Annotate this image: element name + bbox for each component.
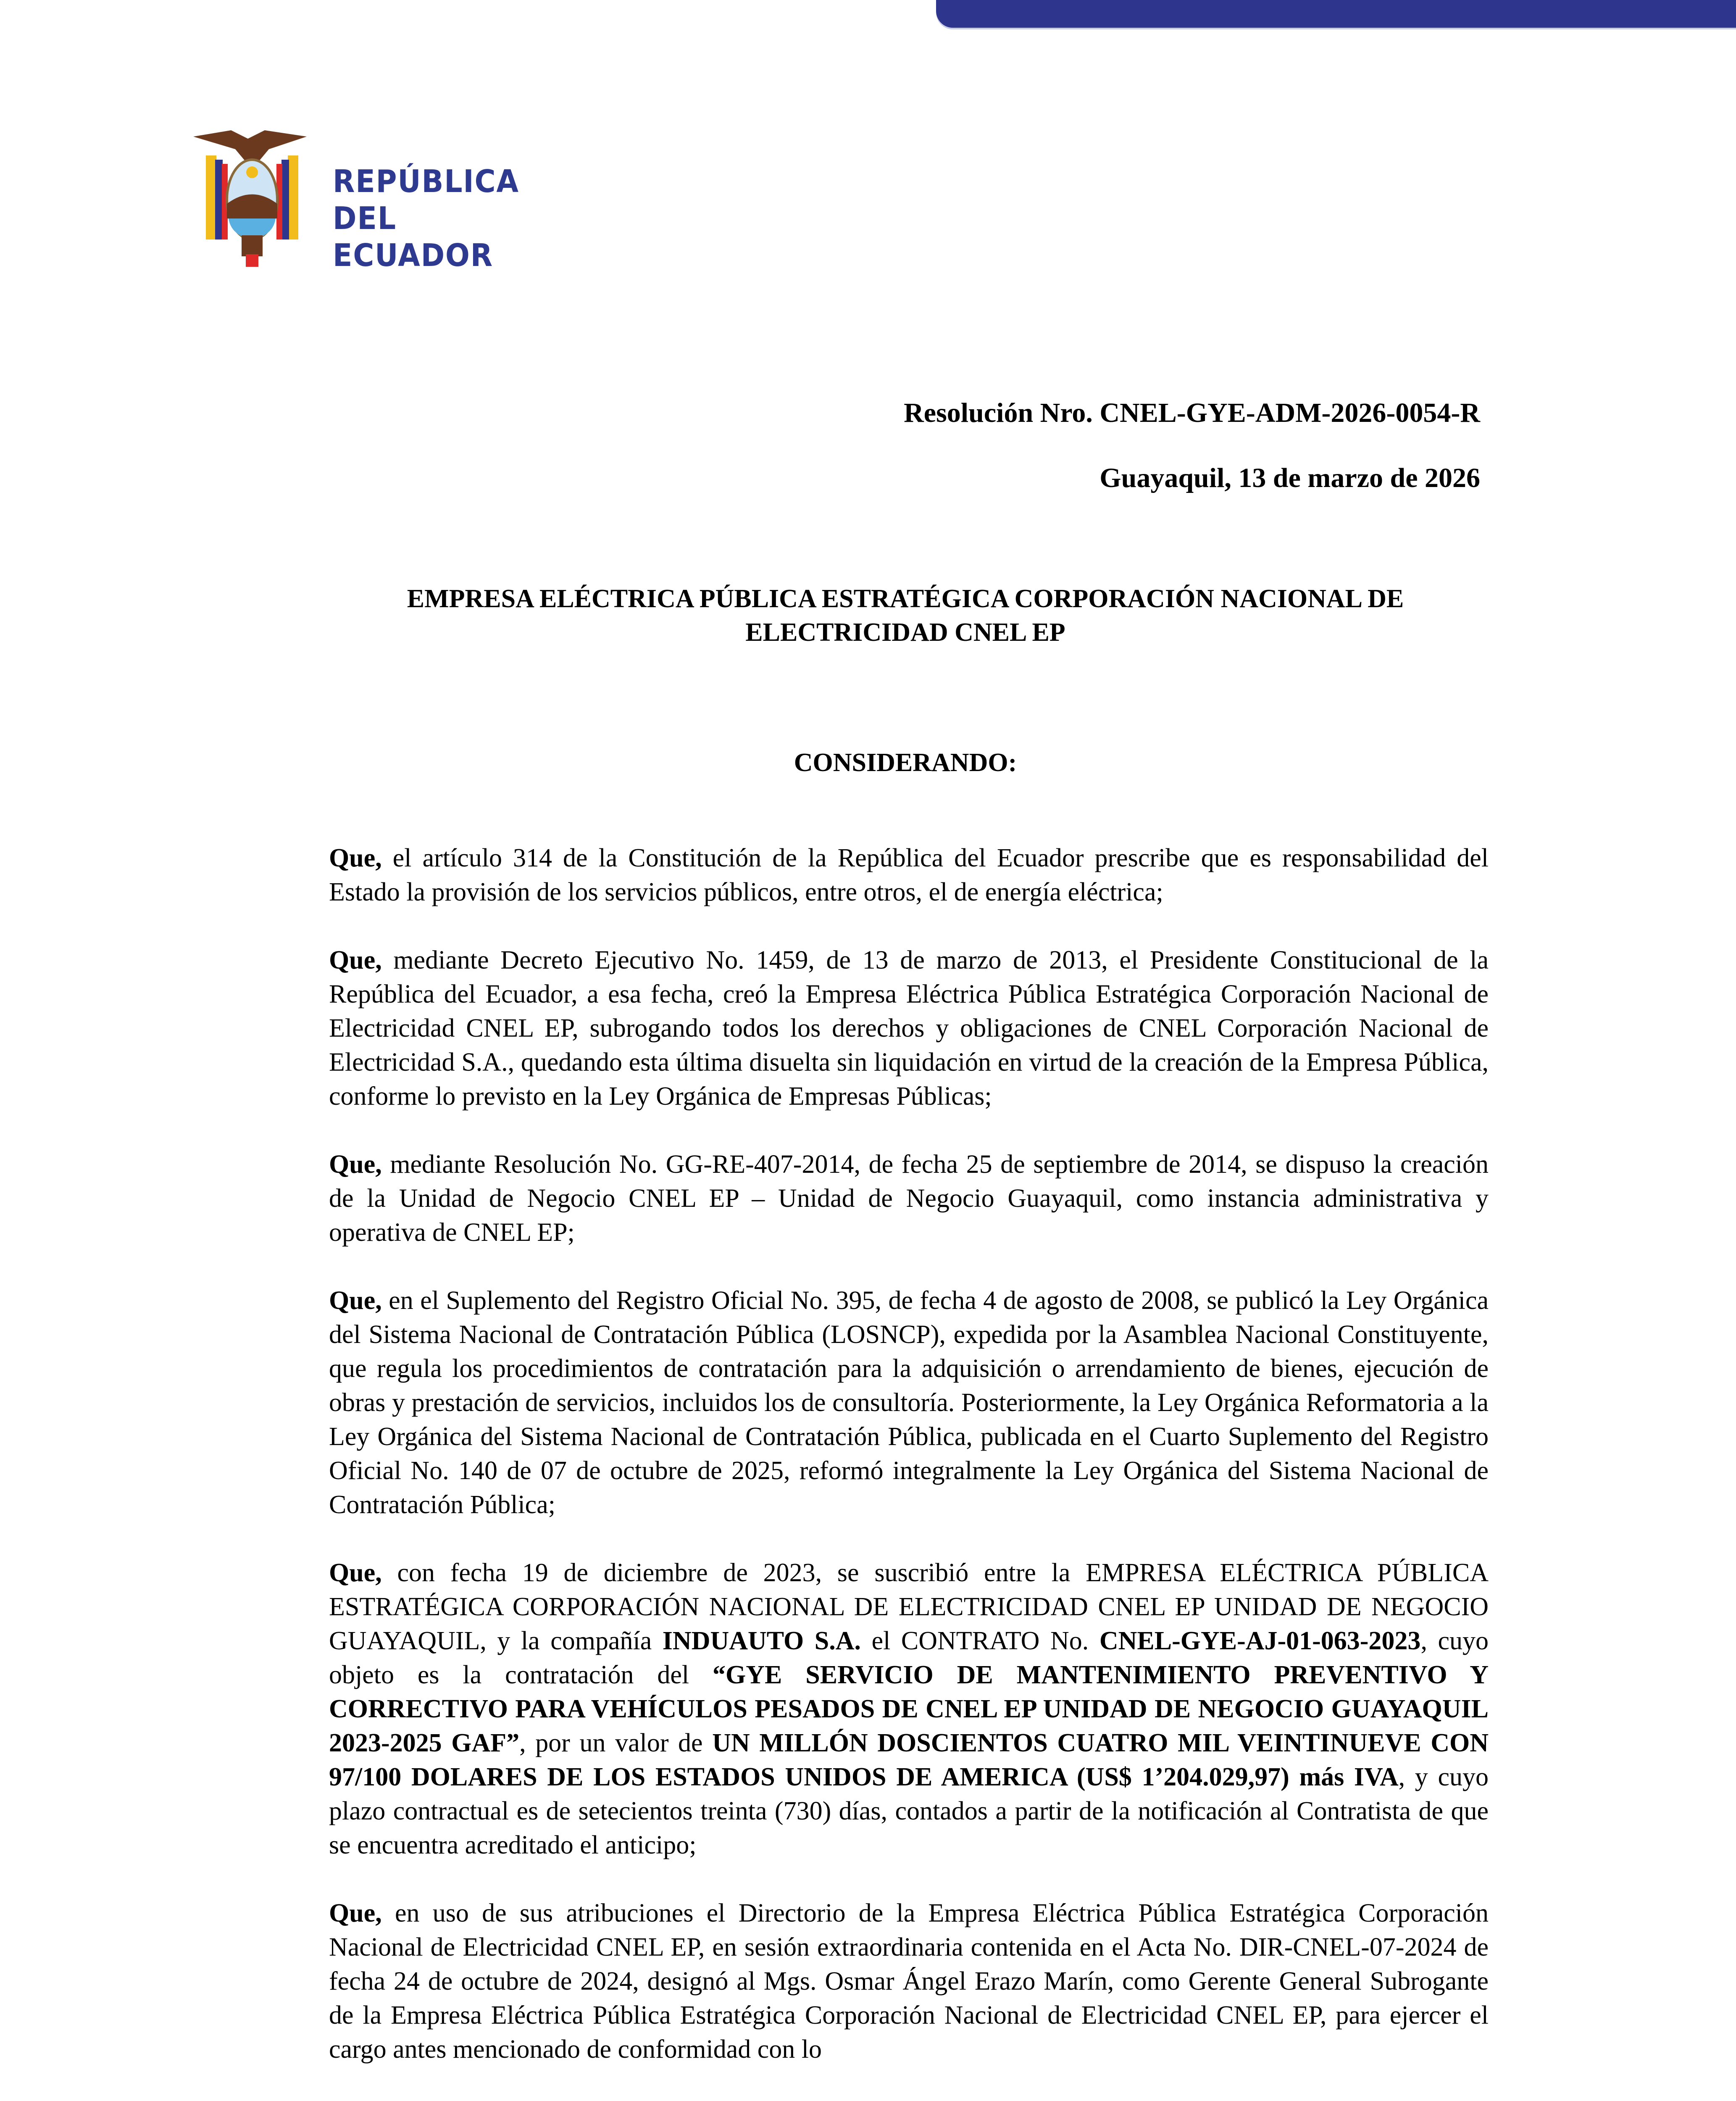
paragraph-text: mediante Resolución No. GG-RE-407-2014, de fecha 25 de septiembre de 2014, se dispuso la creación de la Unidad de Negocio CNEL EP – Unidad de Negocio Guayaquil, como instancia administrativa y operativa de CNEL EP; [329, 1150, 1489, 1247]
paragraph-text: , cuyo objeto es la contratación del [329, 1627, 1489, 1689]
document-body [329, 841, 1489, 2101]
entity-title: EMPRESA ELÉCTRICA PÚBLICA ESTRATÉGICA CORPORACIÓN NACIONAL DE ELECTRICIDAD CNEL EP [407, 584, 1404, 647]
paragraph-text: mediante Decreto Ejecutivo No. 1459, de 13 de marzo de 2013, el Presidente Constitucional de la República del Ecuador, a esa fecha, creó la Empresa Eléctrica Pública Estratégica Corporación Nacional de Electricidad CNEL EP, subrogando todos los derechos y obligaciones de CNEL Corporación Nacional de Electricidad S.A., quedando esta última disuelta sin liquidación en virtud de la creación de la Empresa Pública, conforme lo previsto en la Ley Orgánica de Empresas Públicas; [329, 946, 1489, 1111]
contract-object: “GYE SERVICIO DE MANTENIMIENTO PREVENTIVO Y CORRECTIVO PARA VEHÍCULOS PESADOS DE CNEL EP UNIDAD DE NEGOCIO GUAYAQUIL 2023-2025 GAF” [329, 1661, 1489, 1757]
resolution-number: Resolución Nro. CNEL-GYE-ADM-2026-0054-R [904, 398, 1480, 428]
paragraph-lead: Que, [329, 1286, 382, 1315]
paragraph-text: en uso de sus atribuciones el Directorio de la Empresa Eléctrica Pública Estratégica Corporación Nacional de Electricidad CNEL EP, en sesión extraordinaria contenida en el Acta No. DIR-CNEL-07-2024 de fecha 24 de octubre de 2024, designó al Mgs. Osmar Ángel Erazo Marín, como Gerente General Subrogante de la Empresa Eléctrica Pública Estratégica Corporación Nacional de Electricidad CNEL EP, para ejercer el cargo antes mencionado de conformidad con lo [329, 1899, 1489, 2064]
paragraph-text: en el Suplemento del Registro Oficial No. 395, de fecha 4 de agosto de 2008, se publicó la Ley Orgánica del Sistema Nacional de Contratación Pública (LOSNCP), expedida por la Asamblea Nacional Constituyente, que regula los procedimientos de contratación para la adquisición o arrendamiento de bienes, ejecución de obras y prestación de servicios, incluidos los de consultoría. Posteriormente, la Ley Orgánica Reformatoria a la Ley Orgánica del Sistema Nacional de Contratación Pública, publicada en el Cuarto Suplemento del Registro Oficial No. 140 de 07 de octubre de 2025, reformó integralmente la Ley Orgánica del Sistema Nacional de Contratación Pública; [329, 1286, 1489, 1519]
republica-ecuador-logo [185, 109, 546, 274]
paragraph [329, 841, 1489, 909]
contractor-name: INDUAUTO S.A. [662, 1627, 861, 1655]
paragraph-text: el CONTRATO No. [861, 1627, 1099, 1655]
paragraph-text: , y cuyo plazo contractual es de setecientos treinta (730) días, contados a partir de la notificación al Contratista de que se encuentra acreditado el anticipo; [329, 1763, 1489, 1859]
paragraph [329, 943, 1489, 1114]
logo-text [333, 163, 529, 274]
paragraph-lead: Que, [329, 1150, 382, 1179]
paragraph-text: el artículo 314 de la Constitución de la República del Ecuador prescribe que es responsabilidad del Estado la provisión de los servicios públicos, entre otros, el de energía eléctrica; [329, 844, 1489, 906]
paragraph [329, 1148, 1489, 1250]
resolution-place-date: Guayaquil, 13 de marzo de 2026 [1099, 463, 1480, 493]
paragraph-lead: Que, [329, 946, 382, 974]
paragraph [329, 1896, 1489, 2067]
contract-paragraph [329, 1556, 1489, 1862]
contract-amount: UN MILLÓN DOSCIENTOS CUATRO MIL VEINTINUEVE CON 97/100 DOLARES DE LOS ESTADOS UNIDOS DE AMERICA (US$ 1’204.029,97) más IVA [329, 1729, 1489, 1791]
considerando-heading: CONSIDERANDO: [794, 748, 1017, 777]
header-band [936, 0, 1736, 28]
paragraph-text: con fecha 19 de diciembre de 2023, se suscribió entre la EMPRESA ELÉCTRICA PÚBLICA ESTRATÉGICA CORPORACIÓN NACIONAL DE ELECTRICIDAD CNEL EP UNIDAD DE NEGOCIO GUAYAQUIL, y la compañía [329, 1559, 1489, 1655]
paragraph-text: , por un valor de [519, 1729, 713, 1757]
paragraph [329, 1284, 1489, 1522]
logo-line-2: DEL ECUADOR [333, 200, 494, 274]
logo-line-1: REPÚBLICA [333, 163, 519, 200]
contract-number: CNEL-GYE-AJ-01-063-2023 [1099, 1627, 1421, 1655]
paragraph-lead: Que, [329, 844, 382, 872]
paragraph-lead: Que, [329, 1559, 382, 1587]
paragraph-lead: Que, [329, 1899, 382, 1927]
coat-of-arms-icon [185, 109, 319, 269]
